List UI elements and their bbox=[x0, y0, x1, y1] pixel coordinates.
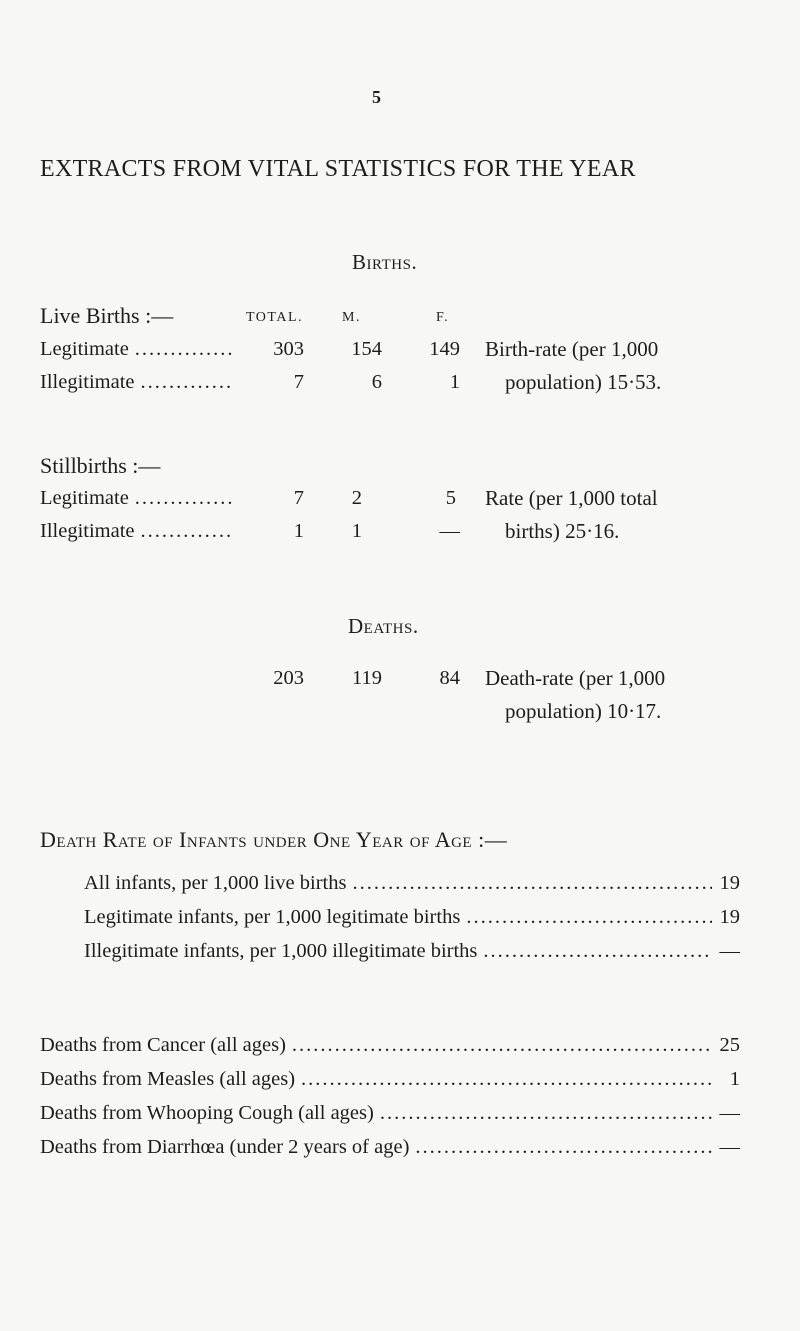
row-label: Deaths from Cancer (all ages) bbox=[40, 1034, 286, 1056]
leader-dots bbox=[380, 1102, 712, 1125]
birth-rate-line1: Birth-rate (per 1,000 bbox=[485, 337, 659, 361]
still-legitimate-f: 5 bbox=[445, 487, 456, 509]
cause-row bbox=[40, 1034, 740, 1057]
live-legitimate-total: 303 bbox=[273, 338, 304, 360]
live-legitimate-label-row bbox=[40, 338, 238, 361]
col-m-header: M. bbox=[342, 310, 361, 325]
col-f-header: F. bbox=[436, 310, 450, 325]
infant-death-heading: Death Rate of Infants under One Year of Age :— bbox=[40, 827, 508, 852]
row-label: Illegitimate infants, per 1,000 illegitimate births bbox=[84, 940, 478, 962]
still-rate-line1: Rate (per 1,000 total bbox=[485, 486, 658, 510]
births-heading: Births. bbox=[352, 250, 418, 274]
row-value: 19 bbox=[719, 906, 740, 928]
row-label: Deaths from Diarrhœa (under 2 years of age) bbox=[40, 1136, 410, 1158]
still-rate-line2: births) 25·16. bbox=[505, 519, 620, 543]
deaths-m: 119 bbox=[352, 667, 382, 689]
still-legitimate-total: 7 bbox=[293, 487, 304, 509]
leader-dots bbox=[292, 1034, 712, 1057]
row-value: — bbox=[719, 1102, 740, 1124]
leader-dots bbox=[352, 872, 712, 895]
row-label: Legitimate bbox=[40, 487, 129, 509]
cause-row bbox=[40, 1068, 740, 1091]
row-label: Legitimate bbox=[40, 338, 129, 360]
row-value: 25 bbox=[719, 1034, 740, 1056]
row-label: Deaths from Whooping Cough (all ages) bbox=[40, 1102, 374, 1124]
infant-row bbox=[84, 940, 740, 963]
death-rate-line2: population) 10·17. bbox=[505, 699, 662, 723]
death-rate-line1: Death-rate (per 1,000 bbox=[485, 666, 666, 690]
live-legitimate-f: 149 bbox=[429, 338, 460, 360]
row-label: Illegitimate bbox=[40, 371, 135, 393]
row-value: — bbox=[719, 940, 740, 962]
row-label: Illegitimate bbox=[40, 520, 135, 542]
infant-row bbox=[84, 872, 740, 895]
cause-row bbox=[40, 1102, 740, 1125]
infant-row bbox=[84, 906, 740, 929]
live-illegitimate-f: 1 bbox=[449, 371, 460, 393]
page-number: 5 bbox=[372, 87, 381, 107]
live-illegitimate-total: 7 bbox=[293, 371, 304, 393]
leader-dots bbox=[301, 1068, 712, 1091]
live-illegitimate-m: 6 bbox=[371, 371, 382, 393]
row-value: 1 bbox=[729, 1068, 740, 1090]
leader-dots bbox=[483, 940, 712, 963]
still-illegitimate-f: — bbox=[439, 520, 460, 542]
live-illegitimate-label-row bbox=[40, 371, 238, 394]
leader-dots bbox=[141, 520, 233, 543]
leader-dots bbox=[415, 1136, 712, 1159]
still-illegitimate-total: 1 bbox=[293, 520, 304, 542]
row-value: 19 bbox=[719, 872, 740, 894]
deaths-total: 203 bbox=[273, 667, 304, 689]
leader-dots bbox=[466, 906, 712, 929]
leader-dots bbox=[135, 487, 232, 510]
col-total-header: TOTAL. bbox=[246, 310, 304, 325]
still-illegitimate-label-row bbox=[40, 520, 238, 543]
row-label: All infants, per 1,000 live births bbox=[84, 872, 347, 894]
live-births-label: Live Births :— bbox=[40, 303, 174, 328]
leader-dots bbox=[135, 338, 232, 361]
deaths-heading: Deaths. bbox=[348, 614, 419, 638]
deaths-f: 84 bbox=[439, 667, 460, 689]
still-illegitimate-m: 1 bbox=[351, 520, 362, 542]
cause-row bbox=[40, 1136, 740, 1159]
row-label: Legitimate infants, per 1,000 legitimate births bbox=[84, 906, 461, 928]
row-label: Deaths from Measles (all ages) bbox=[40, 1068, 296, 1090]
stillbirths-label: Stillbirths :— bbox=[40, 453, 161, 478]
page-title: EXTRACTS FROM VITAL STATISTICS FOR THE YEAR bbox=[40, 156, 636, 182]
still-legitimate-m: 2 bbox=[351, 487, 362, 509]
birth-rate-line2: population) 15·53. bbox=[505, 370, 662, 394]
live-legitimate-m: 154 bbox=[351, 338, 382, 360]
leader-dots bbox=[141, 371, 233, 394]
row-value: — bbox=[719, 1136, 740, 1158]
still-legitimate-label-row bbox=[40, 487, 238, 510]
